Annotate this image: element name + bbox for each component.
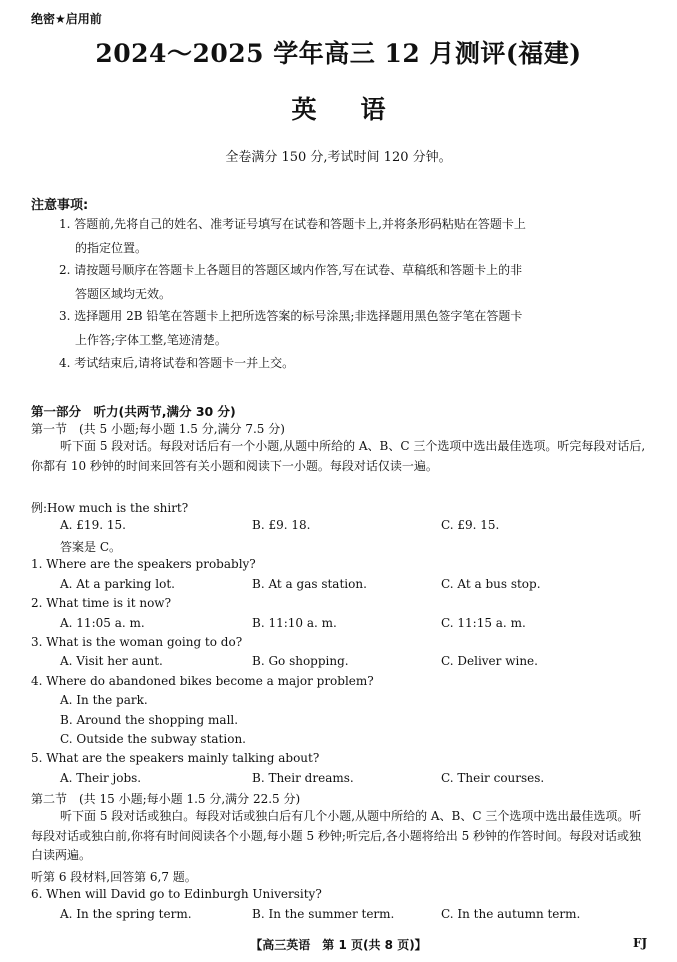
q2-option-c: C. 11:15 a. m. — [441, 616, 526, 630]
q5-option-c: C. Their courses. — [441, 771, 545, 785]
example-option-a: A. £19. 15. — [60, 518, 126, 532]
q6-option-b: B. In the summer term. — [252, 907, 395, 921]
subject-char-1: 英 — [291, 95, 317, 124]
material-note: 听第 6 段材料,回答第 6,7 题。 — [31, 870, 197, 884]
example-answer: 答案是 C。 — [60, 540, 121, 554]
q2-option-a: A. 11:05 a. m. — [60, 616, 145, 630]
example-option-c: C. £9. 15. — [441, 518, 500, 532]
question-6: 6. When will David go to Edinburgh University? — [31, 887, 322, 901]
page-footer: 【高三英语 第 1 页(共 8 页)】 — [250, 938, 427, 952]
note-line: 3. 选择题用 2B 铅笔在答题卡上把所选答案的标号涂黑;非选择题用黑色签字笔在答题卡 — [59, 309, 523, 323]
section1-instructions: 听下面 5 段对话。每段对话后有一个小题,从题中所给的 A、B、C 三个选项中选出最佳选项。听完每段对话后,你都有 10 秒钟的时间来回答有关小题和阅读下一小题。每段对话仅读一遍。 — [31, 439, 646, 473]
note-item — [60, 258, 660, 306]
section1-heading: 第一节 (共 5 小题;每小题 1.5 分,满分 7.5 分) — [31, 422, 285, 436]
q3-option-c: C. Deliver wine. — [441, 654, 538, 668]
exam-title: 2024～2025 学年高三 12 月测评(福建) — [95, 39, 582, 68]
question-2: 2. What time is it now? — [31, 596, 172, 610]
confidential-mark: 绝密★启用前 — [31, 12, 102, 26]
q5-option-b: B. Their dreams. — [252, 771, 354, 785]
example-option-b: B. £9. 18. — [252, 518, 311, 532]
score-time-line: 全卷满分 150 分,考试时间 120 分钟。 — [225, 150, 452, 165]
subject-title — [0, 90, 677, 126]
question-5: 5. What are the speakers mainly talking about? — [31, 751, 320, 765]
note-line-continued: 上作答;字体工整,笔迹清楚。 — [75, 333, 227, 347]
region-code: FJ — [633, 936, 648, 950]
part1-heading: 第一部分 听力(共两节,满分 30 分) — [31, 404, 236, 419]
q1-option-b: B. At a gas station. — [252, 577, 367, 591]
q1-option-c: C. At a bus stop. — [441, 577, 541, 591]
q4-option-b: B. Around the shopping mall. — [60, 713, 239, 727]
section2-heading: 第二节 (共 15 小题;每小题 1.5 分,满分 22.5 分) — [31, 792, 301, 806]
note-item — [60, 351, 660, 375]
example-question: 例:How much is the shirt? — [31, 501, 189, 515]
note-item — [60, 304, 660, 352]
section2-instructions: 听下面 5 段对话或独白。每段对话或独白后有几个小题,从题中所给的 A、B、C 三个选项中选出最佳选项。听每段对话或独白前,你将有时间阅读各个小题,每小题 5 秒钟;听完后,各小题将给出 5 秒钟的作答时间。每段对话或独白读两遍。 — [31, 809, 642, 862]
q3-option-a: A. Visit her aunt. — [60, 654, 163, 668]
q1-option-a: A. At a parking lot. — [60, 577, 175, 591]
q4-option-c: C. Outside the subway station. — [60, 732, 246, 746]
note-line-continued: 的指定位置。 — [75, 241, 148, 255]
q3-option-b: B. Go shopping. — [252, 654, 349, 668]
note-line: 4. 考试结束后,请将试卷和答题卡一并上交。 — [59, 356, 295, 370]
q5-option-a: A. Their jobs. — [60, 771, 142, 785]
q6-option-c: C. In the autumn term. — [441, 907, 581, 921]
note-line: 1. 答题前,先将自己的姓名、准考证号填写在试卷和答题卡上,并将条形码粘贴在答题卡上 — [59, 217, 526, 231]
q6-option-a: A. In the spring term. — [60, 907, 192, 921]
question-3: 3. What is the woman going to do? — [31, 635, 243, 649]
q4-option-a: A. In the park. — [60, 693, 148, 707]
note-line: 2. 请按题号顺序在答题卡上各题目的答题区域内作答,写在试卷、草稿纸和答题卡上的非 — [59, 263, 523, 277]
note-line-continued: 答题区域均无效。 — [75, 287, 172, 301]
question-1: 1. Where are the speakers probably? — [31, 557, 256, 571]
note-item — [60, 212, 660, 260]
question-4: 4. Where do abandoned bikes become a major problem? — [31, 674, 374, 688]
q2-option-b: B. 11:10 a. m. — [252, 616, 337, 630]
subject-char-2: 语 — [360, 95, 386, 124]
notes-heading: 注意事项: — [31, 198, 89, 213]
